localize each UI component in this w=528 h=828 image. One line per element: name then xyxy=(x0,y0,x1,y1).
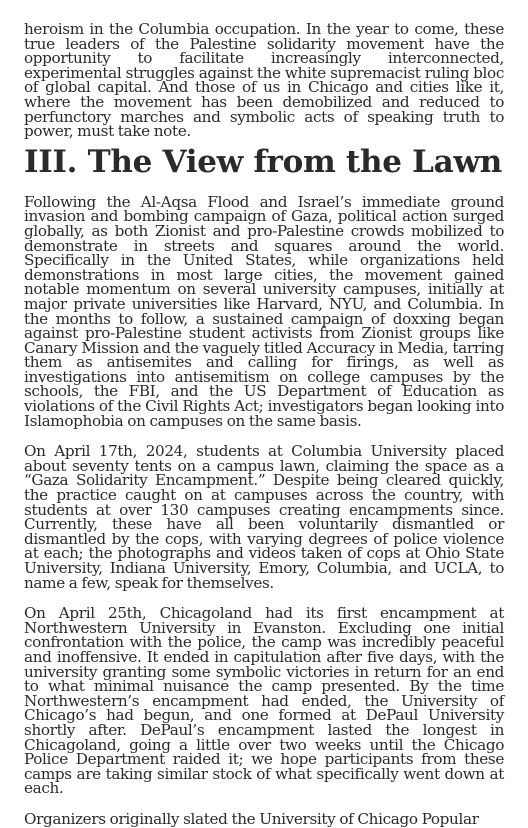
document-page xyxy=(24,22,504,827)
intro-paragraph: heroism in the Columbia occupation. In the year to come, these true leaders of the Palestine solidarity movement have the opportunity to facilitate increasingly interconnected, experimental struggles against the white supremacist ruling bloc of global capital. And those of us in Chicago and cities like it, where the movement has been demobilized and reduced to perfunctory marches and symbolic acts of speaking truth to power, must take note. xyxy=(24,20,504,141)
body-paragraph-1: Following the Al-Aqsa Flood and Israel’s immediate ground invasion and bombing campaign of Gaza, political action surged globally, as both Zionist and pro-Palestine crowds mobilized to demonstrate in streets and squares around the world. Specifically in the United States, while organizations held demonstrations in most large cities, the movement gained notable momentum on several university campuses, initially at major private universities like Harvard, NYU, and Columbia. In the months to follow, a sustained campaign of doxxing began against pro-Palestine student activists from Zionist groups like Canary Mission and the vaguely titled Accuracy in Media, tarring them as antisemites and calling for firings, as well as investigations into antisemitism on college campuses by the schools, the FBI, and the US Department of Education as violations of the Civil Rights Act; investigators began looking into Islamophobia on campuses on the same basis. xyxy=(24,192,504,430)
body-paragraph-4: Organizers originally slated the University of Chicago Popular xyxy=(24,809,479,828)
section-heading: III. The View from the Lawn xyxy=(24,143,503,180)
body-paragraph-2: On April 17th, 2024, students at Columbia University placed about seventy tents on a campus lawn, claiming the space as a “Gaza Solidarity Encampment.” Despite being cleared quickly, the practice caught on at campuses across the country, with students at over 130 campuses creating encampments since. Currently, these have all been voluntarily dismantled or dismantled by the cops, with varying degrees of police violence at each; the photographs and videos taken of cops at Ohio State University, Indiana University, Emory, Columbia, and UCLA, to name a few, speak for themselves. xyxy=(24,442,504,592)
body-paragraph-3: On April 25th, Chicagoland had its first encampment at Northwestern University in Evanston. Excluding one initial confrontation with the police, the camp was incredibly peaceful and inoffensive. It ended in capitulation after five days, with the university granting some symbolic victories in return for an end to what minimal nuisance the camp presented. By the time Northwestern’s encampment had ended, the University of Chicago’s had begun, and one formed at DePaul University shortly after. DePaul’s encampment lasted the longest in Chicagoland, going a little over two weeks until the Chicago Police Department raided it; we hope participants from these camps are taking similar stock of what specifically went down at each. xyxy=(24,604,504,798)
